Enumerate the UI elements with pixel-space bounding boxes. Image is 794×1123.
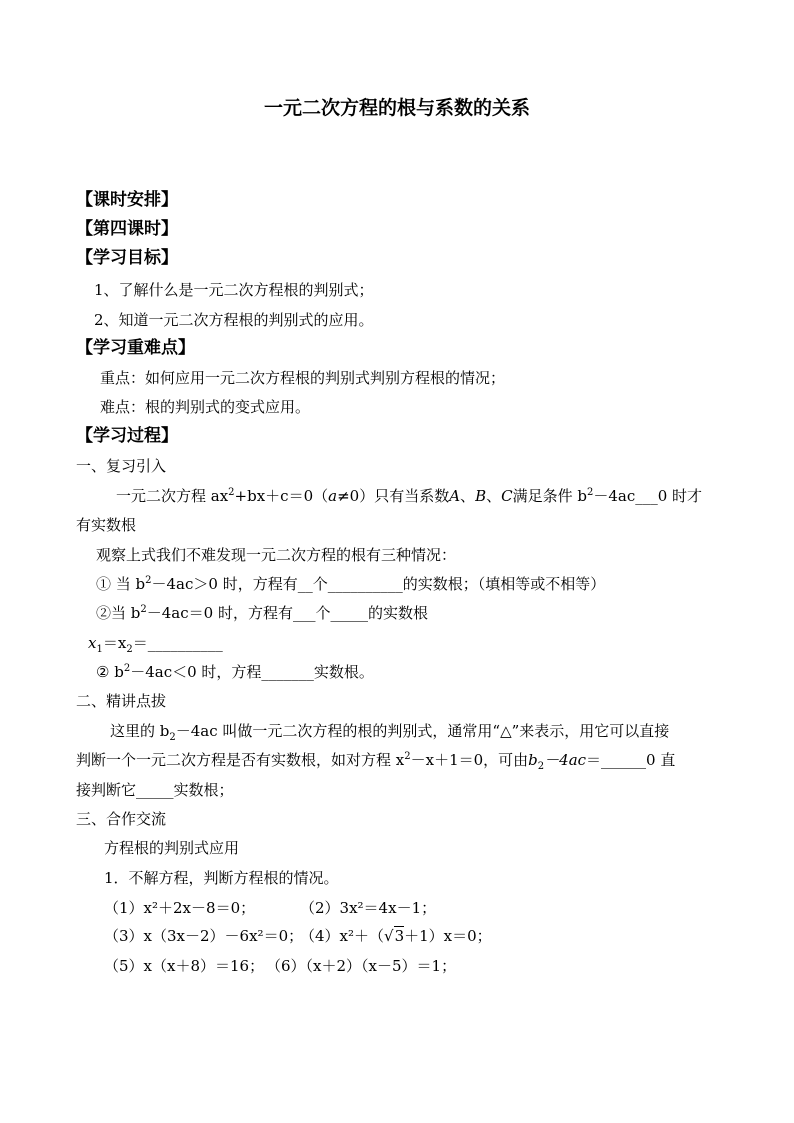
observe-text: 观察上式我们不难发现一元二次方程的根有三种情况：	[96, 546, 457, 564]
case-2: ②当 $b^2-4ac=0$ 时，方程有___个_____的实数根	[96, 604, 428, 622]
section2-title: 二、精讲点拔	[76, 692, 167, 710]
heading-goals: 【学习目标】	[76, 248, 178, 268]
equation-5: （5）x（x＋8）＝16；	[104, 957, 265, 975]
goal-item-1: 1、了解什么是一元二次方程根的判别式；	[94, 281, 374, 299]
equation-4: （4）x²＋（√3＋1）x＝0；	[300, 927, 492, 945]
roots-equal: $x_1=x_2=\_\_\_\_\_\_\_\_\_\_$	[88, 634, 223, 655]
question-1: 1．不解方程，判断方程根的情况。	[104, 869, 339, 887]
key-point: 重点：如何应用一元二次方程根的判别式判别方程根的情况；	[100, 369, 506, 387]
equation-3: （3）x（3x－2）－6x²＝0；	[104, 927, 304, 945]
section1-title: 一、复习引入	[76, 457, 167, 475]
equation-1: （1）x²＋2x－8＝0；	[104, 899, 256, 917]
hard-point: 难点：根的判别式的变式应用。	[100, 398, 311, 416]
goal-item-2: 2、知道一元二次方程根的判别式的应用。	[94, 311, 374, 329]
equation-6: （6）（x＋2）（x－5）＝1；	[266, 957, 457, 975]
section3-title: 三、合作交流	[76, 810, 167, 828]
section2-para-line1: 这里的 $b_2-4ac$ 叫做一元二次方程的根的判别式，通常用“△”来表示，用它可以直接	[110, 722, 670, 743]
heading-schedule: 【课时安排】	[76, 190, 178, 210]
heading-lesson: 【第四课时】	[76, 219, 178, 239]
section2-para-line3: 接判断它_____实数根；	[76, 781, 234, 799]
section3-subtitle: 方程根的判别式应用	[104, 839, 240, 857]
equation-2: （2）3x²＝4x－1；	[300, 899, 437, 917]
case-3: ② $b^2-4ac<0$ 时，方程_______实数根。	[96, 663, 374, 681]
section2-para-line2: 判断一个一元二次方程是否有实数根，如对方程 $x^2-x+1=0$，可由$b_2-4ac=\_\_\_\_\_\_0$ 直	[76, 751, 676, 772]
case-1: ① 当 $b^2-4ac>0$ 时，方程有__个__________的实数根；（填相等或不相等）	[96, 575, 606, 593]
intro-line2: 有实数根	[76, 516, 137, 534]
page-title: 一元二次方程的根与系数的关系	[263, 97, 530, 119]
heading-difficulties: 【学习重难点】	[76, 338, 195, 358]
intro-line1: 一元二次方程 $ax^2+bx+c=0(a\ne 0)$只有当系数A、B、C满足条件 $b^2-4ac\_\_\_0$ 时才	[116, 487, 703, 505]
heading-process: 【学习过程】	[76, 426, 178, 446]
